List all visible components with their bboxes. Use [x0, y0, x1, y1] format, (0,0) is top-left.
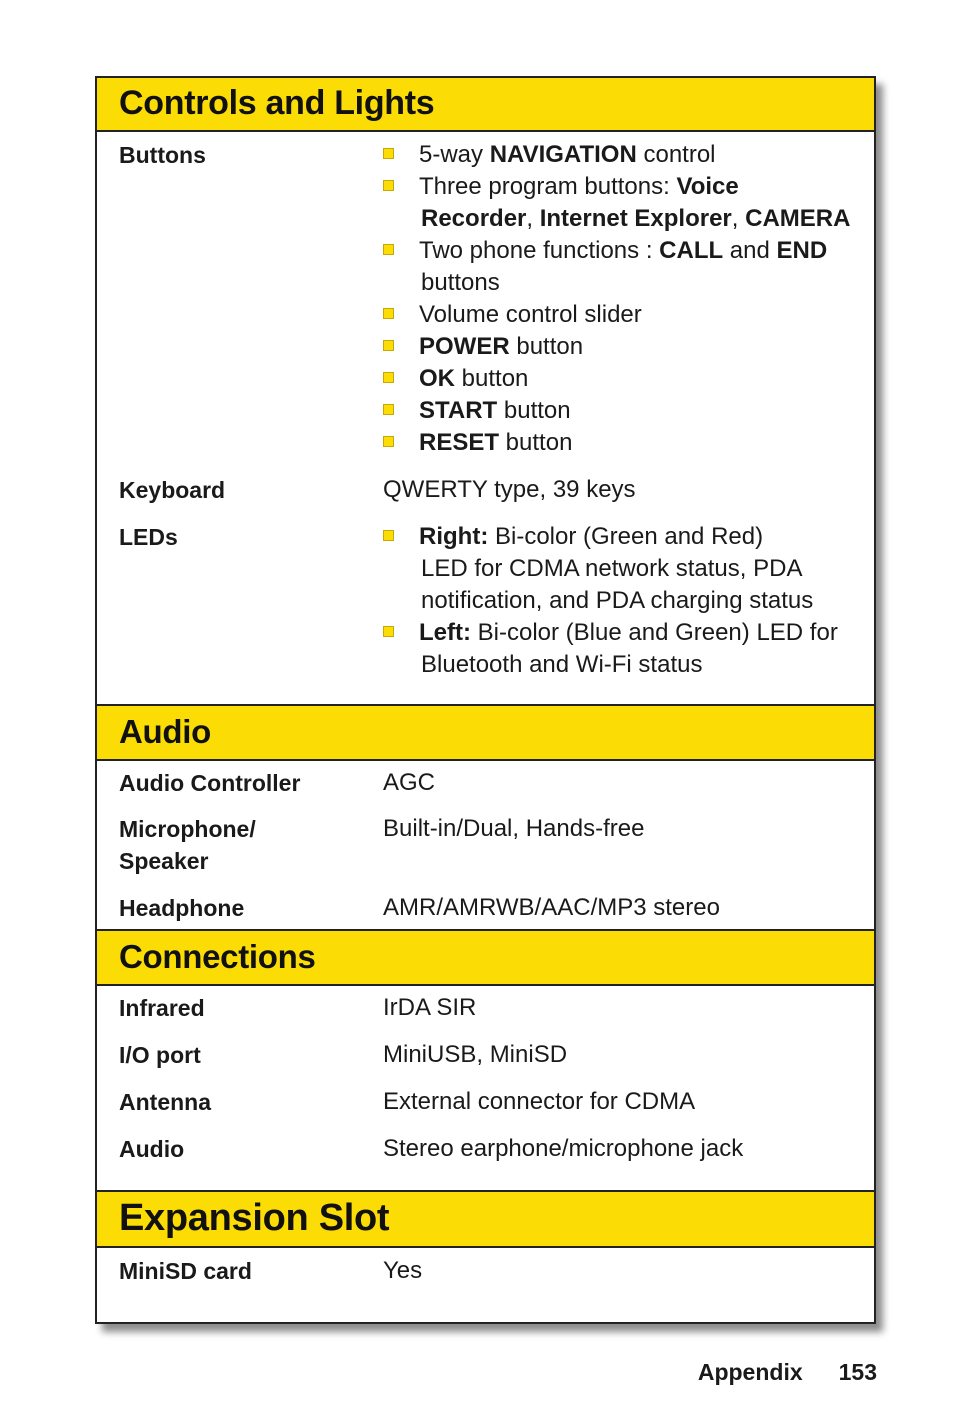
list-item: Left: Bi-color (Blue and Green) LED for	[383, 617, 838, 649]
section-title: Audio	[119, 713, 211, 750]
bullet-square-icon	[383, 626, 394, 637]
row-value-microphone: Built-in/Dual, Hands-free	[383, 815, 645, 842]
bullet-square-icon	[383, 404, 394, 415]
section-header-expansion	[97, 1190, 874, 1248]
section-header-connections	[97, 929, 874, 986]
page-number: 153	[838, 1359, 877, 1385]
section-title: Controls and Lights	[119, 84, 435, 122]
row-label-microphone: Microphone/	[119, 816, 256, 842]
list-item-continuation: LED for CDMA network status, PDA	[421, 555, 803, 582]
row-label-keyboard: Keyboard	[119, 477, 226, 503]
bullet-square-icon	[383, 244, 394, 255]
row-value-headphone: AMR/AMRWB/AAC/MP3 stereo	[383, 894, 720, 921]
bullet-square-icon	[383, 340, 394, 351]
bullet-square-icon	[383, 372, 394, 383]
section-header-controls	[97, 78, 874, 132]
section-header-audio	[97, 704, 874, 761]
list-item-continuation: buttons	[421, 269, 500, 296]
list-item: 5-way NAVIGATION control	[383, 139, 716, 171]
bullet-square-icon	[383, 180, 394, 191]
row-value-audio: Stereo earphone/microphone jack	[383, 1135, 744, 1162]
row-value-io-port: MiniUSB, MiniSD	[383, 1041, 568, 1068]
list-item: POWER button	[383, 331, 583, 363]
row-label-antenna: Antenna	[119, 1089, 211, 1115]
section-title: Expansion Slot	[119, 1197, 390, 1239]
row-value-audio-controller: AGC	[383, 769, 436, 796]
list-item: OK button	[383, 363, 528, 395]
bullet-square-icon	[383, 436, 394, 447]
row-value-minisd: Yes	[383, 1257, 423, 1284]
row-label-leds: LEDs	[119, 524, 178, 550]
row-label-infrared: Infrared	[119, 995, 205, 1021]
list-item: Three program buttons: Voice	[383, 171, 739, 203]
list-item: RESET button	[383, 427, 572, 459]
row-label-audio: Audio	[119, 1136, 185, 1162]
spec-table	[95, 76, 876, 1324]
section-title: Connections	[119, 938, 316, 975]
row-label-headphone: Headphone	[119, 895, 245, 921]
row-value-infrared: IrDA SIR	[383, 994, 477, 1021]
list-item: Two phone functions : CALL and END	[383, 235, 827, 267]
page-footer	[698, 1359, 877, 1386]
list-item: Volume control slider	[383, 299, 642, 331]
list-item-continuation: Recorder, Internet Explorer, CAMERA	[421, 205, 851, 232]
row-label-speaker: Speaker	[119, 848, 209, 874]
row-label-buttons: Buttons	[119, 142, 206, 168]
list-item-continuation: notification, and PDA charging status	[421, 587, 814, 614]
bullet-square-icon	[383, 308, 394, 319]
bullet-square-icon	[383, 530, 394, 541]
bullet-square-icon	[383, 148, 394, 159]
footer-section: Appendix	[697, 1359, 803, 1385]
list-item-continuation: Bluetooth and Wi-Fi status	[421, 651, 703, 678]
list-item: START button	[383, 395, 571, 427]
row-label-minisd: MiniSD card	[119, 1258, 252, 1284]
row-value-antenna: External connector for CDMA	[383, 1088, 696, 1115]
list-item: Right: Bi-color (Green and Red)	[383, 521, 763, 553]
row-value-keyboard: QWERTY type, 39 keys	[383, 476, 636, 503]
row-label-io-port: I/O port	[119, 1042, 201, 1068]
row-label-audio-controller: Audio Controller	[119, 770, 301, 796]
